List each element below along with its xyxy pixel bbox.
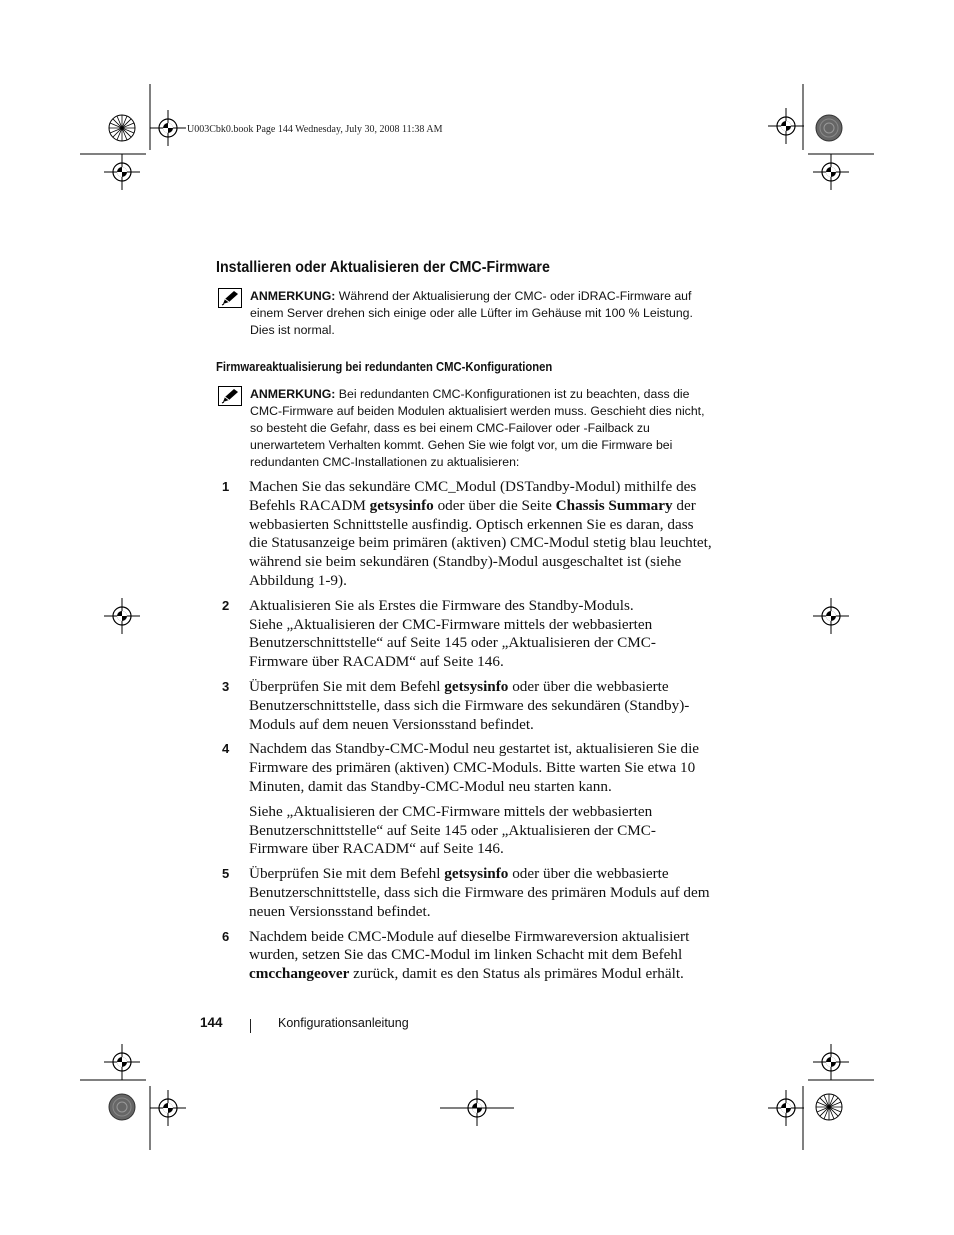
subsection-title: Firmwareaktualisierung bei redundanten CMC-Konfigurationen bbox=[216, 360, 553, 374]
note-text: Während der Aktualisierung der CMC- oder iDRAC-Firmware auf einem Server drehen sich einige oder alle Lüfter im Gehäuse mit 100 % Leistung. Dies ist normal. bbox=[250, 289, 693, 337]
registration-mark-icon bbox=[813, 598, 849, 634]
step-number: 4 bbox=[222, 741, 230, 757]
step-text: Überprüfen Sie mit dem Befehl bbox=[249, 865, 445, 883]
ui-page-name: Chassis Summary bbox=[555, 496, 673, 514]
list-item bbox=[222, 740, 712, 859]
note-label: ANMERKUNG: bbox=[250, 289, 336, 303]
note-label: ANMERKUNG: bbox=[250, 387, 336, 401]
color-wheel-icon bbox=[816, 115, 842, 141]
list-item bbox=[222, 478, 712, 591]
footer-divider bbox=[250, 1019, 251, 1033]
command-keyword: getsysinfo bbox=[444, 677, 509, 695]
page-number: 144 bbox=[200, 1015, 223, 1030]
registration-mark-icon bbox=[104, 154, 140, 190]
registration-mark-icon bbox=[150, 110, 186, 146]
step-text: Nachdem beide CMC-Module auf dieselbe Firmwareversion aktualisiert wurden, setzen Sie das CMC-Modul im linken Schacht mit dem Befehl bbox=[249, 927, 690, 964]
command-keyword: getsysinfo bbox=[444, 865, 509, 883]
registration-mark-icon bbox=[104, 1044, 140, 1080]
step-text: Nachdem das Standby-CMC-Modul neu gestartet ist, aktualisieren Sie die Firmware des primären (aktiven) CMC-Moduls. Bitte warten Sie etwa 10 Minuten, damit das Standby-CMC-Modul neu starten kann. bbox=[249, 740, 700, 795]
step-text: Machen Sie das sekundäre CMC_Modul (DSTandby-Modul) mithilfe des Befehls RACADM bbox=[249, 478, 697, 514]
note-text: Bei redundanten CMC-Konfigurationen ist zu beachten, dass die CMC-Firmware auf beiden Modulen aktualisiert werden muss. Geschieht dies nicht, so besteht die Gefahr, dass es bei einem CMC-Failover oder -Failback zu unerwartetem Verhalten kommt. Gehen Sie wie folgt vor, um die Firmware bei redundanten CMC-Installationen zu aktualisieren: bbox=[250, 387, 705, 469]
print-slug: U003Cbk0.book Page 144 Wednesday, July 30, 2008 11:38 AM bbox=[187, 124, 443, 135]
list-item bbox=[222, 678, 712, 734]
registration-mark-icon bbox=[813, 154, 849, 190]
step-number: 2 bbox=[222, 597, 230, 613]
step-number: 1 bbox=[222, 479, 230, 494]
color-wheel-icon bbox=[816, 1094, 842, 1120]
registration-mark-icon bbox=[768, 108, 804, 144]
registration-mark-icon bbox=[104, 598, 140, 634]
command-keyword: getsysinfo bbox=[369, 496, 434, 514]
command-keyword: cmcchangeover bbox=[249, 965, 350, 983]
note-box bbox=[216, 386, 716, 471]
step-text: oder über die webbasierte Benutzerschnittstelle, dass sich die Firmware des sekundären (Standby)-Moduls auf dem neuen Versionsstand befindet. bbox=[249, 677, 690, 733]
color-wheel-icon bbox=[109, 1094, 135, 1120]
step-text: Überprüfen Sie mit dem Befehl bbox=[249, 677, 445, 695]
section-title: Installieren oder Aktualisieren der CMC-Firmware bbox=[216, 259, 550, 276]
step-number: 3 bbox=[222, 678, 230, 694]
registration-mark-icon bbox=[768, 1090, 804, 1126]
step-number: 6 bbox=[222, 928, 230, 944]
registration-mark-icon bbox=[109, 115, 135, 141]
step-text: Siehe „Aktualisieren der CMC-Firmware mittels der webbasierten Benutzerschnittstelle“ auf Seite 145 oder „Aktualisieren der CMC-Firmware über RACADM“ auf Seite 146. bbox=[249, 615, 656, 671]
registration-mark-icon bbox=[813, 1044, 849, 1080]
step-text: Siehe „Aktualisieren der CMC-Firmware mittels der webbasierten Benutzerschnittstelle“ auf Seite 145 oder „Aktualisieren der CMC-Firmware über RACADM“ auf Seite 146. bbox=[249, 802, 656, 858]
step-text: oder über die Seite bbox=[433, 496, 556, 514]
step-text: der webbasierten Schnittstelle ausfindig. Optisch erkennen Sie es daran, dass die Statusanzeige beim primären (aktiven) CMC-Modul stetig blau leuchtet, während sie beim sekundären (Standby)-Modul ausgeschaltet ist (siehe Abbildung 1-9). bbox=[249, 496, 712, 589]
step-list bbox=[222, 478, 712, 984]
registration-mark-icon bbox=[150, 1090, 186, 1126]
note-pencil-icon bbox=[218, 288, 242, 308]
note-pencil-icon bbox=[218, 386, 242, 406]
step-text: Aktualisieren Sie als Erstes die Firmware des Standby-Moduls. bbox=[249, 596, 634, 614]
note-box bbox=[216, 288, 716, 339]
list-item bbox=[222, 928, 712, 984]
list-item bbox=[222, 865, 712, 921]
step-text: oder über die webbasierte Benutzerschnittstelle, dass sich die Firmware des primären Moduls auf dem neuen Versionsstand befindet. bbox=[249, 865, 710, 920]
list-item bbox=[222, 597, 712, 672]
footer-title: Konfigurationsanleitung bbox=[278, 1016, 409, 1030]
step-text: zurück, damit es den Status als primäres Modul erhält. bbox=[349, 965, 684, 983]
step-number: 5 bbox=[222, 866, 230, 882]
